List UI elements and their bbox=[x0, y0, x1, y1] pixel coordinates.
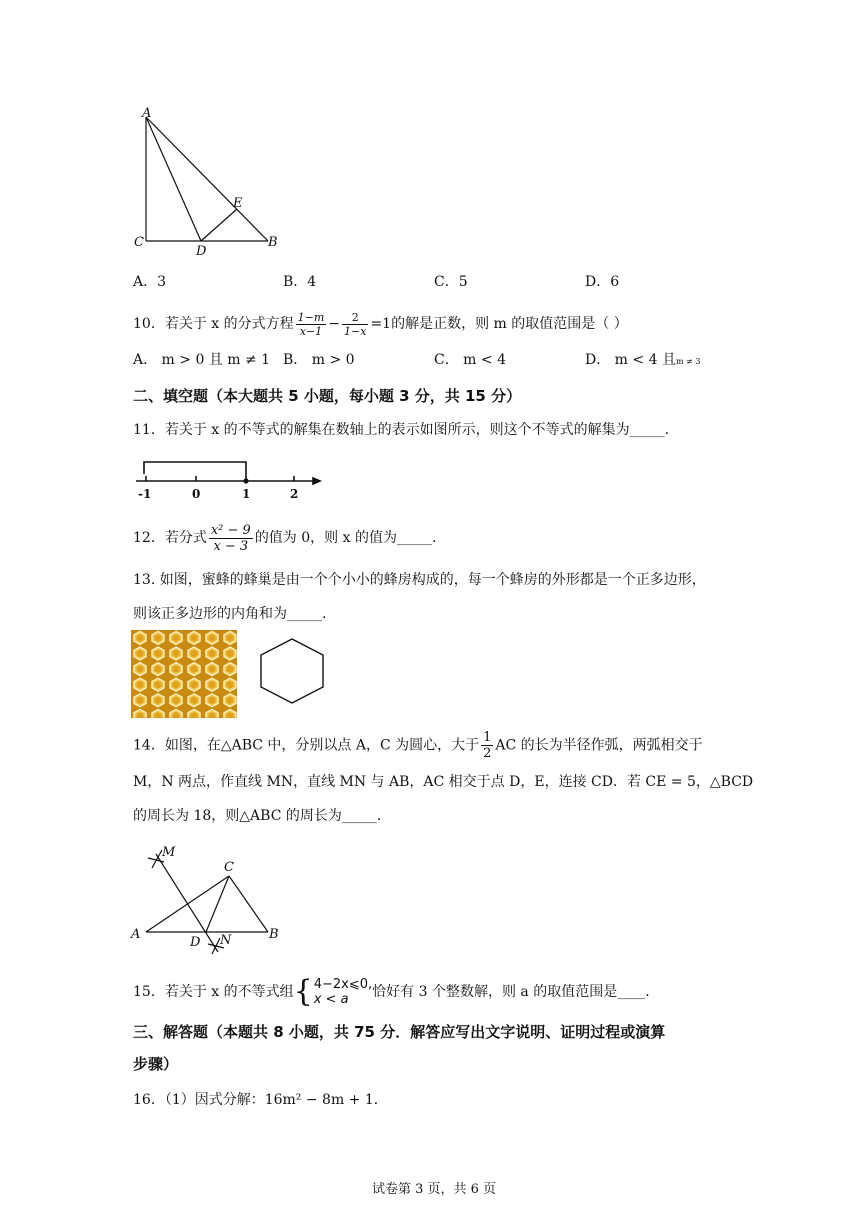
q10-minus: − bbox=[328, 316, 341, 332]
q12-num: x² − 9 bbox=[210, 522, 251, 538]
q14-half-num: 1 bbox=[483, 730, 492, 745]
q15-pre: 15．若关于 x 的不等式组 bbox=[133, 984, 294, 1000]
segment-de bbox=[201, 209, 237, 241]
q14-line-1-post: AC 的长为半径作弧，两弧相交于 bbox=[495, 737, 703, 754]
number-line-arrow bbox=[313, 478, 320, 484]
label-m: M bbox=[162, 845, 176, 860]
q15-system-line-1: 4−2x⩽0, bbox=[313, 977, 373, 992]
q14-half-den: 2 bbox=[483, 746, 492, 761]
section-3-title-line-2: 步骤） bbox=[133, 1055, 179, 1073]
q13-line-1: 13. 如图，蜜蜂的蜂巢是由一个个小小的蜂房构成的，每一个蜂房的外形都是一个正多边形， bbox=[133, 572, 706, 588]
q15-stem bbox=[133, 974, 650, 1010]
q9-option-a: A．3 bbox=[133, 274, 167, 290]
q12-post: 的值为 0，则 x 的值为_____. bbox=[254, 530, 437, 546]
label-a: A bbox=[142, 106, 152, 121]
q10-f2-den: 1−x bbox=[344, 324, 367, 338]
q14-line-1-pre: 14．如图，在△ABC 中，分别以点 A，C 为圆心，大于 bbox=[133, 737, 480, 754]
q16-text: 16．（1）因式分解：16m² − 8m + 1． bbox=[133, 1092, 388, 1108]
label-a: A bbox=[131, 927, 141, 942]
q12-pre: 12．若分式 bbox=[133, 530, 207, 546]
q10-option-b: B． m > 0 bbox=[283, 352, 355, 368]
q14-triangle-figure bbox=[128, 840, 288, 955]
page-footer: 试卷第 3 页，共 6 页 bbox=[371, 1182, 497, 1197]
q10-stem-pre: 10．若关于 x 的分式方程 bbox=[133, 316, 294, 332]
q10-option-a: A． m > 0 且 m ≠ 1 bbox=[133, 352, 271, 368]
q12-den: x − 3 bbox=[213, 538, 249, 554]
q10-stem bbox=[133, 310, 628, 338]
label-b: B bbox=[269, 927, 279, 942]
q15-inequality-system bbox=[314, 977, 372, 1007]
tick-label-0: 0 bbox=[192, 487, 201, 501]
q14-half-fraction bbox=[481, 730, 493, 761]
hexagon-figure bbox=[256, 636, 328, 706]
label-b: B bbox=[268, 235, 278, 250]
honeycomb-image bbox=[131, 630, 237, 718]
segment-ad bbox=[146, 117, 201, 241]
q10-f2-num: 2 bbox=[342, 311, 368, 325]
q10-stem-post: =1的解是正数，则 m 的取值范围是（ ） bbox=[370, 316, 628, 332]
q9-option-d: D．6 bbox=[585, 274, 620, 290]
q14-line-2: M，N 两点，作直线 MN，直线 MN 与 AB，AC 相交于点 D，E，连接 CD．若 CE = 5，△BCD bbox=[133, 774, 754, 790]
segment-cb bbox=[229, 876, 268, 932]
q15-system-line-2: x < a bbox=[313, 992, 349, 1007]
label-c: C bbox=[134, 235, 144, 250]
arc-mark-n-2 bbox=[212, 938, 220, 954]
q14-line-3: 的周长为 18，则△ABC 的周长为_____. bbox=[133, 808, 382, 824]
q13-line-2: 则该正多边形的内角和为_____. bbox=[133, 606, 327, 622]
q10-f1-num: 1−m bbox=[297, 310, 325, 324]
solution-bracket bbox=[144, 462, 246, 481]
q15-post: 恰好有 3 个整数解，则 a 的取值范围是____. bbox=[372, 984, 650, 1000]
q10-option-d bbox=[585, 350, 700, 372]
label-d: D bbox=[196, 244, 207, 259]
q12-fraction bbox=[209, 523, 253, 554]
q9-option-b: B．4 bbox=[283, 274, 317, 290]
tick-label-1: 1 bbox=[242, 487, 251, 501]
q10-f1-den: x−1 bbox=[299, 324, 323, 338]
q10-option-d-small: m ≠ 3 bbox=[675, 357, 701, 366]
section-2-title: 二、填空题（本大题共 5 小题，每小题 3 分，共 15 分） bbox=[133, 387, 522, 405]
label-d: D bbox=[190, 935, 201, 950]
label-n: N bbox=[220, 933, 232, 948]
q14-line-1 bbox=[133, 730, 703, 761]
q11-text: 11．若关于 x 的不等式的解集在数轴上的表示如图所示，则这个不等式的解集为_____. bbox=[133, 422, 670, 438]
section-3-title-line-1: 三、解答题（本题共 8 小题，共 75 分．解答应写出文字说明、证明过程或演算 bbox=[133, 1023, 666, 1041]
solid-endpoint bbox=[243, 478, 248, 483]
label-e: E bbox=[233, 196, 243, 211]
tick-label--1: -1 bbox=[138, 487, 152, 501]
regular-hexagon bbox=[261, 639, 323, 703]
q10-option-c: C． m < 4 bbox=[434, 352, 506, 368]
q10-option-d-main: D． m < 4 且 bbox=[585, 352, 676, 368]
q10-fraction-1 bbox=[296, 311, 327, 338]
brace-icon: { bbox=[293, 974, 313, 1009]
tick-label-2: 2 bbox=[290, 487, 299, 501]
q12-stem bbox=[133, 521, 436, 555]
line-mn bbox=[156, 854, 218, 952]
q9-triangle-figure bbox=[130, 105, 290, 260]
q11-number-line bbox=[130, 452, 330, 502]
q10-fraction-2 bbox=[342, 311, 368, 338]
segment-ab bbox=[146, 117, 268, 241]
label-c: C bbox=[224, 860, 234, 875]
q9-option-c: C．5 bbox=[434, 274, 468, 290]
